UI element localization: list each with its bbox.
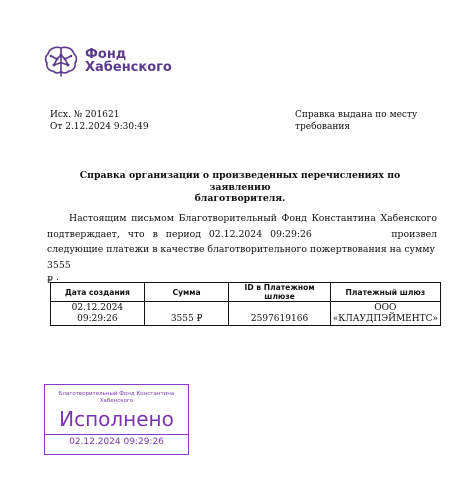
title-line2: благотворителя. <box>194 193 286 204</box>
brain-icon <box>44 44 80 78</box>
stamp-date: 02.12.2024 09:29:26 <box>69 437 164 447</box>
body-line2-end: произвел <box>391 228 437 240</box>
table-row <box>51 302 441 326</box>
cell-gateway-line2: «КЛАУДПЭЙМЕНТС» <box>332 313 438 324</box>
logo-text <box>85 48 172 74</box>
logo-line1: Фонд <box>85 47 127 62</box>
body-line4: ₽ : <box>47 275 60 286</box>
cell-amount <box>144 302 229 326</box>
outgoing-meta <box>50 110 149 133</box>
issue-note <box>295 110 417 133</box>
cell-gateway-line1: ООО <box>374 302 397 313</box>
logo-line2: Хабенского <box>85 60 172 75</box>
cell-date-day: 02.12.2024 <box>71 302 124 313</box>
payments-table <box>50 282 441 326</box>
outgoing-number: Исх. № 201621 <box>50 110 120 120</box>
issue-note-line1: Справка выдана по месту <box>295 110 418 120</box>
outgoing-date: От 2.12.2024 9:30:49 <box>50 121 149 132</box>
document-title <box>55 170 425 205</box>
stamp-status: Исполнено <box>45 408 188 435</box>
header-gateway: Платежный шлюз <box>330 283 440 302</box>
header-amount: Сумма <box>144 283 229 302</box>
completion-stamp <box>44 384 189 455</box>
issue-note-line2: требования <box>295 121 351 132</box>
body-line3: следующие платежи в качестве благотворительного пожертвования на сумму 3555 <box>47 244 435 271</box>
header-gateway-id: ID в Платежном шлюзе <box>229 283 330 302</box>
cell-gateway-id <box>229 302 330 326</box>
body-line2 <box>47 227 437 243</box>
cell-gateway-id-value: 2597619166 <box>250 314 309 324</box>
stamp-organization <box>45 391 188 405</box>
cell-date <box>51 302 145 326</box>
table-header-row <box>51 283 441 302</box>
stamp-org-line2: Хабенского <box>99 398 134 404</box>
cell-gateway <box>330 302 440 326</box>
header-date: Дата создания <box>51 283 145 302</box>
stamp-org-line1: Благотворительный Фонд Константина <box>58 391 175 397</box>
body-line1: Настоящим письмом Благотворительный Фонд Константина Хабенского <box>69 213 437 224</box>
body-paragraph <box>47 211 437 289</box>
cell-amount-value: 3555 ₽ <box>170 314 203 324</box>
title-line1: Справка организации о произведенных перечислениях по заявлению <box>79 170 401 193</box>
foundation-logo <box>44 44 172 78</box>
body-line2-start: подтверждает, что в период 02.12.2024 09:29:26 <box>47 228 312 240</box>
cell-date-time: 09:29:26 <box>77 313 118 324</box>
